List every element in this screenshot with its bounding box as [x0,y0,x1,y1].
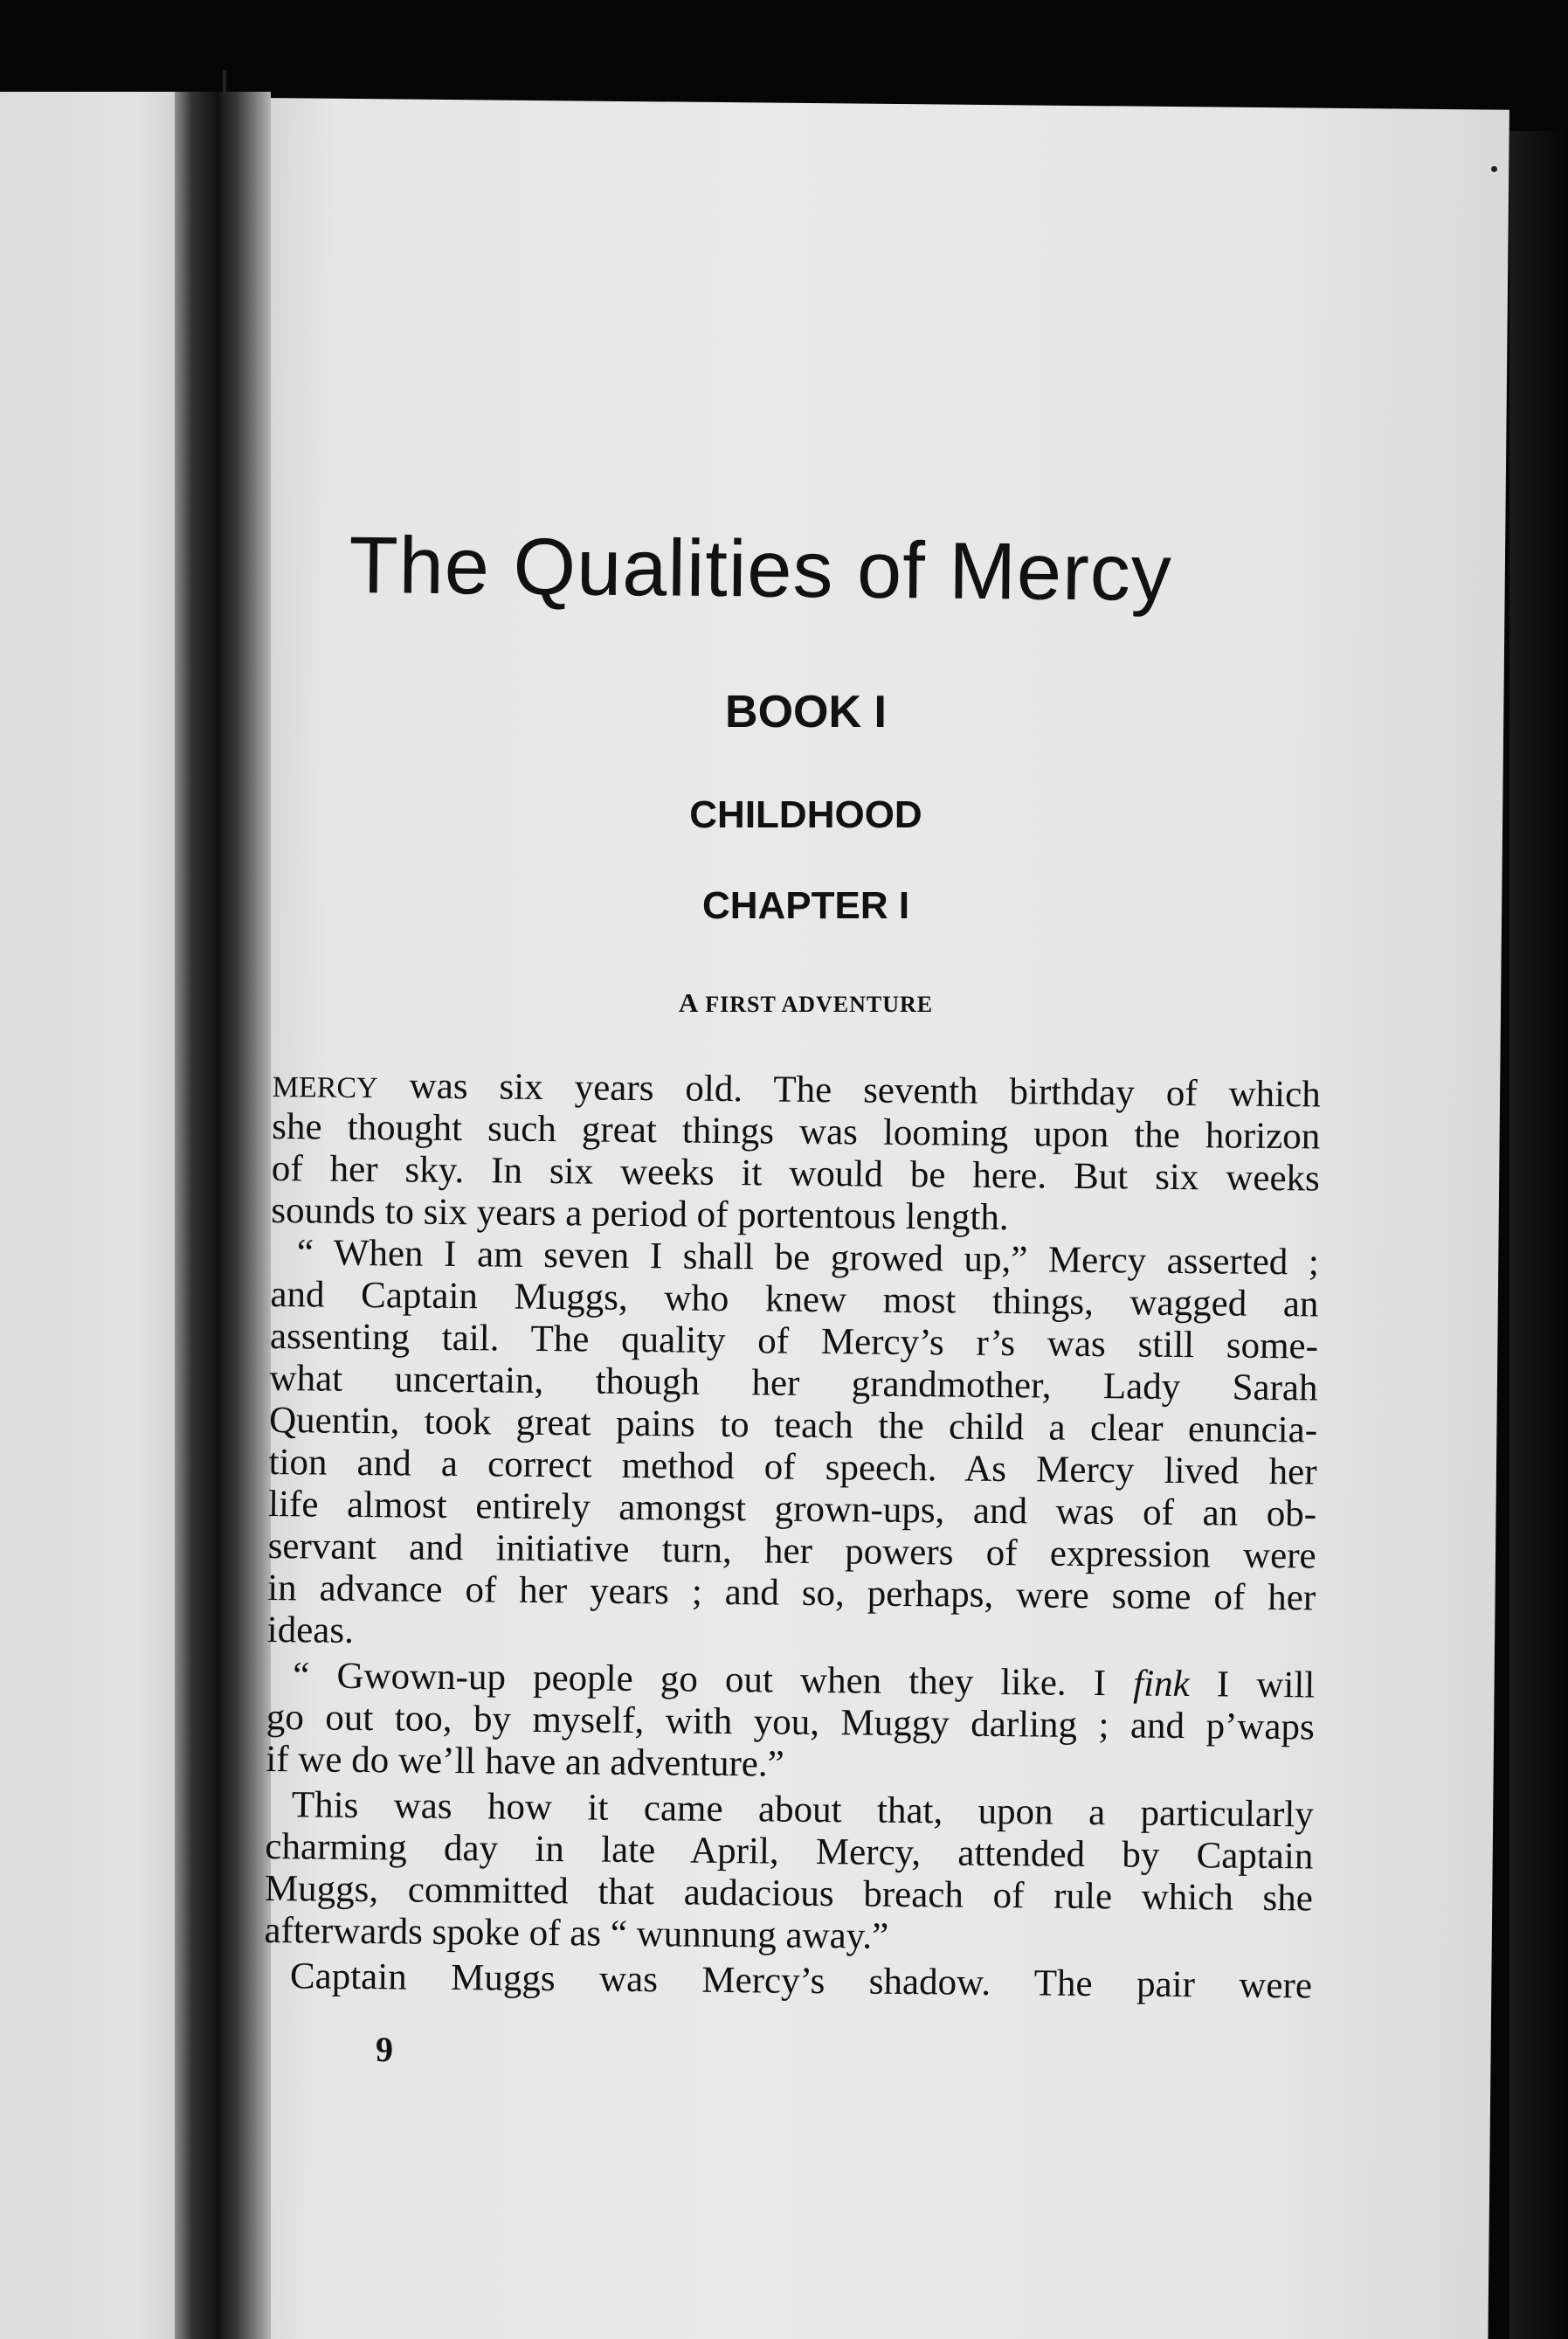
page-edge [1509,131,1568,2339]
body-line: go out too, by myself, with you, Muggy darling ; and p’waps [266,1696,1315,1748]
body-line: if we do we’ll have an adventure.” [266,1738,784,1785]
body-line: life almost entirely amongst grown-ups, and was of an ob- [267,1483,1317,1535]
body-line: Muggs, committed that audacious breach of rule which she [264,1867,1314,1920]
body-line: of her sky. In six weeks it would be here. But six weeks [271,1147,1321,1200]
chapter-title-rest: FIRST ADVENTURE [705,992,934,1017]
part-heading: CHILDHOOD [689,793,922,836]
line-part: I will [1216,1664,1316,1706]
body-line: charming day in late April, Mercy, attended by Captain [265,1825,1314,1878]
chapter-body [264,1064,1330,2008]
body-line: Quentin, took great pains to teach the child a clear enuncia- [268,1399,1318,1451]
body-line: Captain Muggs was Mercy’s shadow. The pair were [289,1955,1313,2007]
italic-word: fink [1133,1663,1190,1706]
chapter-heading: CHAPTER I [701,884,910,927]
body-line: servant and initiative turn, her powers of expression were [267,1525,1316,1577]
body-line: “ When I am seven I shall be growed up,” Mercy asserted ; [296,1232,1320,1284]
chapter-title [0,987,1568,1019]
body-line: tion and a correct method of speech. As Mercy lived her [268,1441,1317,1493]
gutter-spine [223,70,226,2339]
book-heading: BOOK I [725,687,887,737]
opening-smallcaps: MERCY [272,1070,378,1105]
left-facing-page [0,92,197,2339]
opening-line-rest: was six years old. The seventh birthday of which [409,1065,1321,1116]
body-line: in advance of her years ; and so, perhaps, were some of her [267,1567,1316,1619]
body-line: ideas. [266,1609,355,1651]
body-line: This was how it came about that, upon a particularly [291,1784,1315,1836]
body-line: she thought such great things was looming upon the horizon [272,1105,1321,1158]
scan-speck [1491,166,1497,172]
book-title: The Qualities of Mercy [349,520,1173,619]
body-line: what uncertain, though her grandmother, Lady Sarah [269,1357,1318,1409]
line-part: “ Gwown-up people go out when they like. I [293,1655,1107,1705]
body-line: and Captain Muggs, who knew most things, wagged an [270,1273,1319,1325]
page-number: 9 [376,2030,393,2069]
body-line: assenting tail. The quality of Mercy’s r’s was still some- [269,1315,1319,1367]
body-line: afterwards spoke of as “ wunnung away.” [264,1909,889,1957]
chapter-title-first: A [678,987,698,1018]
body-line: sounds to six years a period of portentous length. [271,1189,1009,1239]
